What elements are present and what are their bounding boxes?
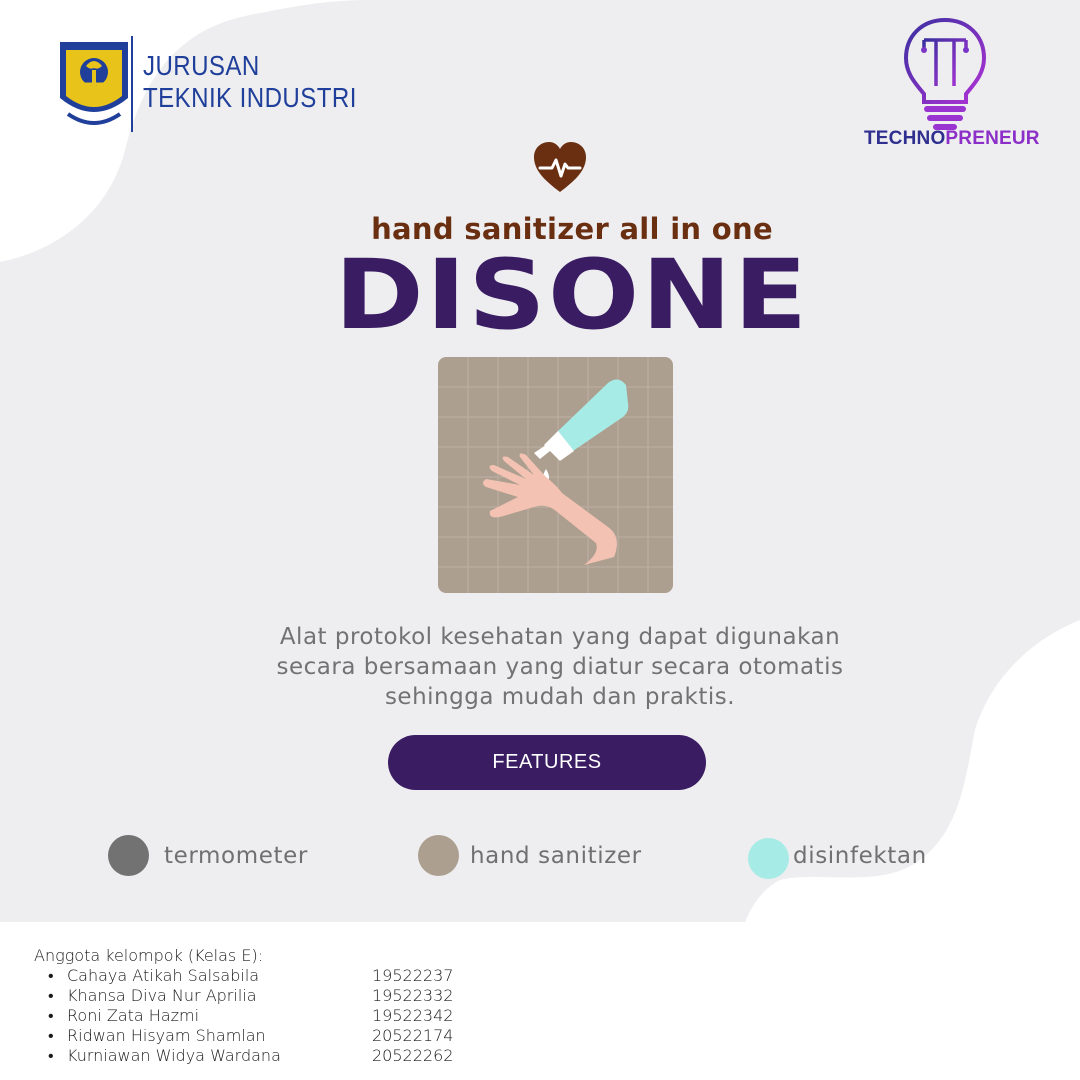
feature-label-disinfektan: disinfektan <box>793 843 927 869</box>
department-line-2: TEKNIK INDUSTRI <box>143 82 357 113</box>
technopreneur-part-2: PRENEUR <box>945 128 1040 149</box>
product-description <box>200 622 920 712</box>
bullet-icon: • <box>48 966 54 985</box>
member-name: Ridwan Hisyam Shamlan <box>67 1026 266 1045</box>
technopreneur-wordmark <box>864 128 1040 150</box>
heartbeat-icon <box>532 140 588 194</box>
feature-label-hand-sanitizer: hand sanitizer <box>470 843 642 869</box>
group-members <box>34 946 454 1066</box>
member-row <box>34 1006 454 1026</box>
member-name: Roni Zata Hazmi <box>67 1006 200 1025</box>
termometer-dot <box>108 835 149 876</box>
logo-divider <box>131 36 133 132</box>
features-button[interactable]: FEATURES <box>388 735 706 790</box>
member-row <box>34 1026 454 1046</box>
member-name: Khansa Diva Nur Aprilia <box>67 986 257 1005</box>
description-line-1: Alat protokol kesehatan yang dapat digunakan <box>279 624 841 650</box>
member-row <box>34 986 454 1006</box>
disinfektan-dot <box>748 838 789 879</box>
member-nim: 19522342 <box>372 1006 454 1025</box>
description-line-3: sehingga mudah dan praktis. <box>384 684 736 710</box>
member-name: Cahaya Atikah Salsabila <box>67 966 260 985</box>
hand-sanitizer-dot <box>418 835 459 876</box>
bullet-icon: • <box>48 1026 54 1045</box>
bullet-icon: • <box>48 1006 54 1025</box>
sanitizer-drawing <box>438 357 673 593</box>
bullet-icon: • <box>48 1046 54 1065</box>
technopreneur-bulb-logo <box>900 16 990 136</box>
member-nim: 19522332 <box>372 986 454 1005</box>
bullet-icon: • <box>48 986 54 1005</box>
department-line-1: JURUSAN <box>143 50 260 81</box>
technopreneur-part-1: TECHNO <box>864 128 946 149</box>
feature-label-termometer: termometer <box>164 843 308 869</box>
member-row <box>34 1046 454 1066</box>
member-nim: 20522262 <box>372 1046 454 1065</box>
uii-emblem-logo <box>58 40 130 128</box>
product-title: DISONE <box>334 239 810 351</box>
department-name <box>143 50 357 114</box>
member-name: Kurniawan Widya Wardana <box>67 1046 281 1065</box>
members-title: Anggota kelompok (Kelas E): <box>34 946 264 965</box>
hand-sanitizer-illustration <box>438 357 673 593</box>
tagline: hand sanitizer all in one <box>371 212 773 246</box>
member-row <box>34 966 454 986</box>
member-nim: 20522174 <box>372 1026 454 1045</box>
member-nim: 19522237 <box>372 966 454 985</box>
description-line-2: secara bersamaan yang diatur secara otomatis <box>276 654 844 680</box>
